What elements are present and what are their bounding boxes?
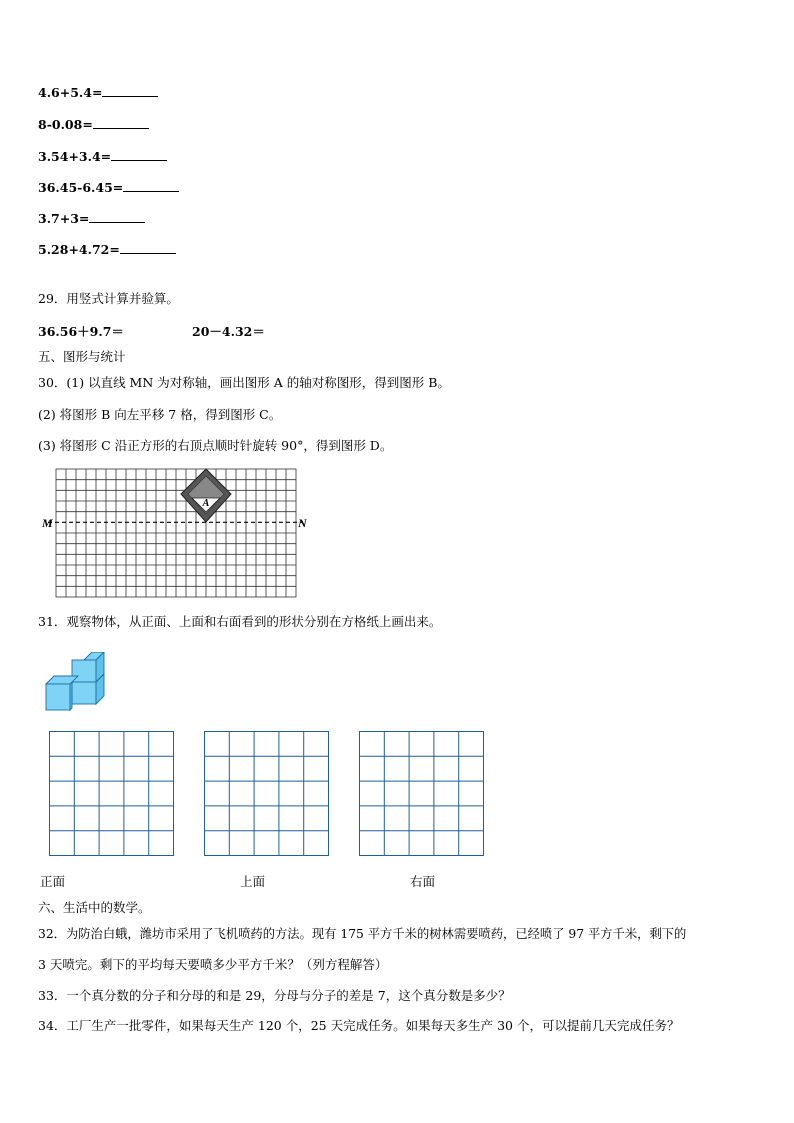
- label-m: M: [42, 516, 53, 530]
- section-5-heading: 五、图形与统计: [38, 349, 126, 364]
- arith-line-3: [38, 148, 167, 165]
- answer-blank[interactable]: [89, 210, 145, 223]
- label-n: N: [298, 516, 307, 530]
- cube-stack-figure: [44, 652, 108, 714]
- section-6-heading: 六、生活中的数学。: [38, 900, 151, 915]
- arith-line-1: [38, 84, 158, 101]
- q33-text: 33．一个真分数的分子和分母的和是 29，分母与分子的差是 7，这个真分数是多少？: [38, 988, 511, 1003]
- q32-line-2: 3 天喷完。剩下的平均每天要喷多少平方千米？（列方程解答）: [38, 957, 388, 972]
- q29-expr-2: 20－4.32＝: [192, 324, 265, 339]
- answer-blank[interactable]: [120, 241, 176, 254]
- grid-lines: [56, 469, 296, 597]
- q32-line-1: 32．为防治白蛾，潍坊市采用了飞机喷药的方法。现有 175 平方千米的树林需要喷药，已经喷了 97 平方千米，剩下的: [38, 927, 687, 941]
- right-view-grid[interactable]: [359, 731, 485, 857]
- answer-blank[interactable]: [102, 84, 158, 97]
- answer-blank[interactable]: [123, 179, 179, 192]
- arith-expr: 36.45-6.45=: [38, 180, 124, 195]
- arith-line-6: [38, 241, 176, 258]
- arith-expr: 4.6+5.4=: [38, 85, 103, 100]
- shape-a-label: A: [202, 498, 210, 509]
- shape-a: [181, 469, 231, 522]
- q34-text: 34．工厂生产一批零件，如果每天生产 120 个，25 天完成任务。如果每天多生产 30 个，可以提前几天完成任务？: [38, 1018, 680, 1033]
- front-view-grid[interactable]: [49, 731, 175, 857]
- q30-line-2: (2) 将图形 B 向左平移 7 格，得到图形 C。: [38, 407, 282, 422]
- arith-expr: 8-0.08=: [38, 117, 93, 132]
- q30-line-1: 30．(1) 以直线 MN 为对称轴，画出图形 A 的轴对称图形，得到图形 B。: [38, 375, 450, 390]
- arith-line-4: [38, 179, 179, 196]
- symmetry-grid-figure: [40, 462, 310, 602]
- arith-line-2: [38, 116, 149, 133]
- q29-title: 29．用竖式计算并验算。: [38, 291, 179, 306]
- view-label-front: 正面: [40, 874, 66, 889]
- arith-line-5: [38, 210, 145, 227]
- q31-title: 31．观察物体，从正面、上面和右面看到的形状分别在方格纸上画出来。: [38, 614, 442, 629]
- arith-expr: 5.28+4.72=: [38, 242, 120, 257]
- q30-line-3: (3) 将图形 C 沿正方形的右顶点顺时针旋转 90°，得到图形 D。: [38, 438, 393, 453]
- answer-blank[interactable]: [93, 116, 149, 129]
- view-label-right: 右面: [410, 874, 436, 889]
- top-view-grid[interactable]: [204, 731, 330, 857]
- view-label-top: 上面: [240, 874, 266, 889]
- answer-blank[interactable]: [111, 148, 167, 161]
- q29-expr-1: 36.56＋9.7＝: [38, 324, 124, 339]
- arith-expr: 3.54+3.4=: [38, 149, 112, 164]
- arith-expr: 3.7+3=: [38, 211, 90, 226]
